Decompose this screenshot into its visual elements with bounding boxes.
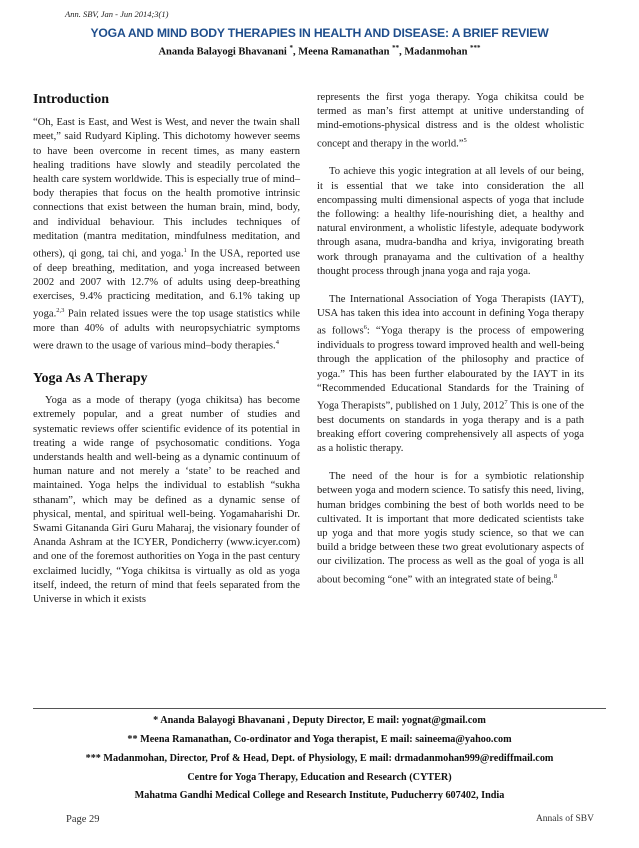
- affiliation-author-2: ** Meena Ramanathan, Co-ordinator and Yoga therapist, E mail: saineema@yahoo.com: [127, 734, 512, 745]
- yoga-therapy-heading: Yoga As A Therapy: [33, 371, 148, 387]
- journal-reference: Ann. SBV, Jan - Jun 2014;3(1): [65, 9, 169, 19]
- author-1: Ananda Balayogi Bhavanani: [158, 46, 290, 58]
- intro-text-3: Pain related issues were the top usage statistics while more than 40% of adults with neuropsychiatric symptoms were drawn to the usage of various mind–body therapies.: [33, 308, 300, 352]
- article-title: YOGA AND MIND BODY THERAPIES IN HEALTH AND DISEASE: A BRIEF REVIEW: [90, 26, 549, 40]
- author-line: [0, 44, 639, 58]
- affiliation-institute: Mahatma Gandhi Medical College and Research Institute, Puducherry 607402, India: [134, 790, 505, 801]
- author-3-mark: ***: [470, 44, 481, 52]
- citation-1: 1: [183, 247, 187, 255]
- introduction-paragraph: [33, 116, 300, 354]
- affiliation-author-1: * Ananda Balayogi Bhavanani , Deputy Director, E mail: yognat@gmail.com: [153, 715, 486, 726]
- citation-6: 6: [363, 324, 367, 332]
- iayt-text-3: This is one of the best documents on standards in yoga therapy and is a path breaking effort covering comprehensively all aspects of yoga as a holistic therapy.: [317, 400, 584, 455]
- symbiosis-paragraph: [317, 470, 584, 587]
- iayt-paragraph: [317, 293, 584, 456]
- introduction-heading: Introduction: [33, 92, 109, 107]
- affiliation-centre: Centre for Yoga Therapy, Education and Research (CYTER): [187, 772, 452, 783]
- intro-text-1: “Oh, East is East, and West is West, and never the twain shall meet,” said Rudyard Kipling. This dichotomy however seems to have been overcome in recent times, as many eastern healing traditions have slowly and steadily percolated the health care system worldwide. This is especially true of mind–body therapies that focus on the health promotive intrinsic connections that exist between the human brain, mind, body, and individual behaviour. This includes techniques of meditation (mantra meditation, mindfulness meditation, and others), qi gong, tai chi, and yoga.: [33, 117, 300, 260]
- intro-text-2: In the USA, reported use of deep breathing, meditation, and yoga increased between 2002 and 2007 with 12.7% of adults using deep-breathing exercises, 9.4% practicing meditation, and 6.1% taking up yoga.: [33, 248, 301, 320]
- page-number: Page 29: [66, 814, 100, 825]
- citation-4: 4: [275, 339, 279, 347]
- affiliation-author-3: *** Madanmohan, Director, Prof & Head, Dept. of Physiology, E mail: drmadanmohan999@rediffmail.com: [85, 753, 554, 764]
- iayt-text-1: The International Association of Yoga Therapists (IAYT), USA has taken this idea into account in defining Yoga therapy as follows: [317, 293, 584, 337]
- author-3: , Madanmohan: [399, 46, 471, 58]
- symbiosis-text: The need of the hour is for a symbiotic relationship between yoga and modern science. To satisfy this need, living, human bridges combining the best of both worlds need to be cultivated. It is important that more dedicated scientists take up yoga and that more yogis study science, so that we can build a bridge between these two great evolutionary aspects of our civilization. The process as well as the goal of yoga is all about becoming “one” with an integrated state of being.: [317, 471, 584, 586]
- author-1-mark: *: [289, 44, 293, 52]
- continued-paragraph: [317, 91, 584, 151]
- author-2-mark: **: [392, 44, 400, 52]
- citation-8: 8: [553, 572, 558, 580]
- footnote-divider: [33, 708, 606, 709]
- integration-paragraph: To achieve this yogic integration at all levels of our being, it is essential that we take into consideration the all encompassing multi dimensional aspects of yoga that include the following: a healthy life-nourishing diet, a healthy and natural environment, a wholistic lifestyle, adequate bodywork through asana, mudra-bandha and kriya, invigorating breath work through pranayama and the cultivation of a healthy thought process through jnana yoga and raja yoga.: [317, 166, 584, 277]
- left-column: [33, 93, 300, 607]
- journal-name: Annals of SBV: [535, 814, 594, 824]
- author-2: , Meena Ramanathan: [292, 46, 393, 58]
- yoga-therapy-paragraph: Yoga as a mode of therapy (yoga chikitsa) has become extremely popular, and a great number of studies and systematic reviews offer scientific evidence of its potential in treating a wide range of psychosomatic conditions. Yoga understands health and well-being as a dynamic continuum of human nature and not merely a ‘state’ to be reached and maintained. Yoga helps the individual to establish “sukha sthanam”, which may be defined as a dynamic sense of physical, mental, and spiritual well-being. Yogamaharishi Dr. Swami Gitananda Giri Guru Maharaj, the visionary founder of Ananda Ashram at the ICYER, Pondicherry (www.icyer.com) and one of the foremost authorities on Yoga in the past century exclaimed lucidly, “Yoga chikitsa is virtually as old as yoga itself, indeed, the return of mind that feels separated from the Universe in which it exists: [33, 395, 300, 606]
- citation-5: 5: [463, 136, 467, 144]
- right-column: [317, 91, 584, 587]
- iayt-text-2: : “Yoga therapy is the process of empowering individuals to progress toward improved health and well-being through the application of the philosophy and practice of yoga.” This has been further elabourated by the IAYT in its “Recommended Educational Standards for the Training of Yoga Therapists”, published on 1 July, 2012: [317, 325, 584, 412]
- continued-text: represents the first yoga therapy. Yoga chikitsa could be termed as man’s first attempt at unitive understanding of mind-emotions-physical distress and is the oldest wholistic concept and therapy in the world.”: [317, 92, 584, 150]
- citation-2-3: 2,3: [56, 307, 65, 315]
- citation-7: 7: [504, 398, 508, 406]
